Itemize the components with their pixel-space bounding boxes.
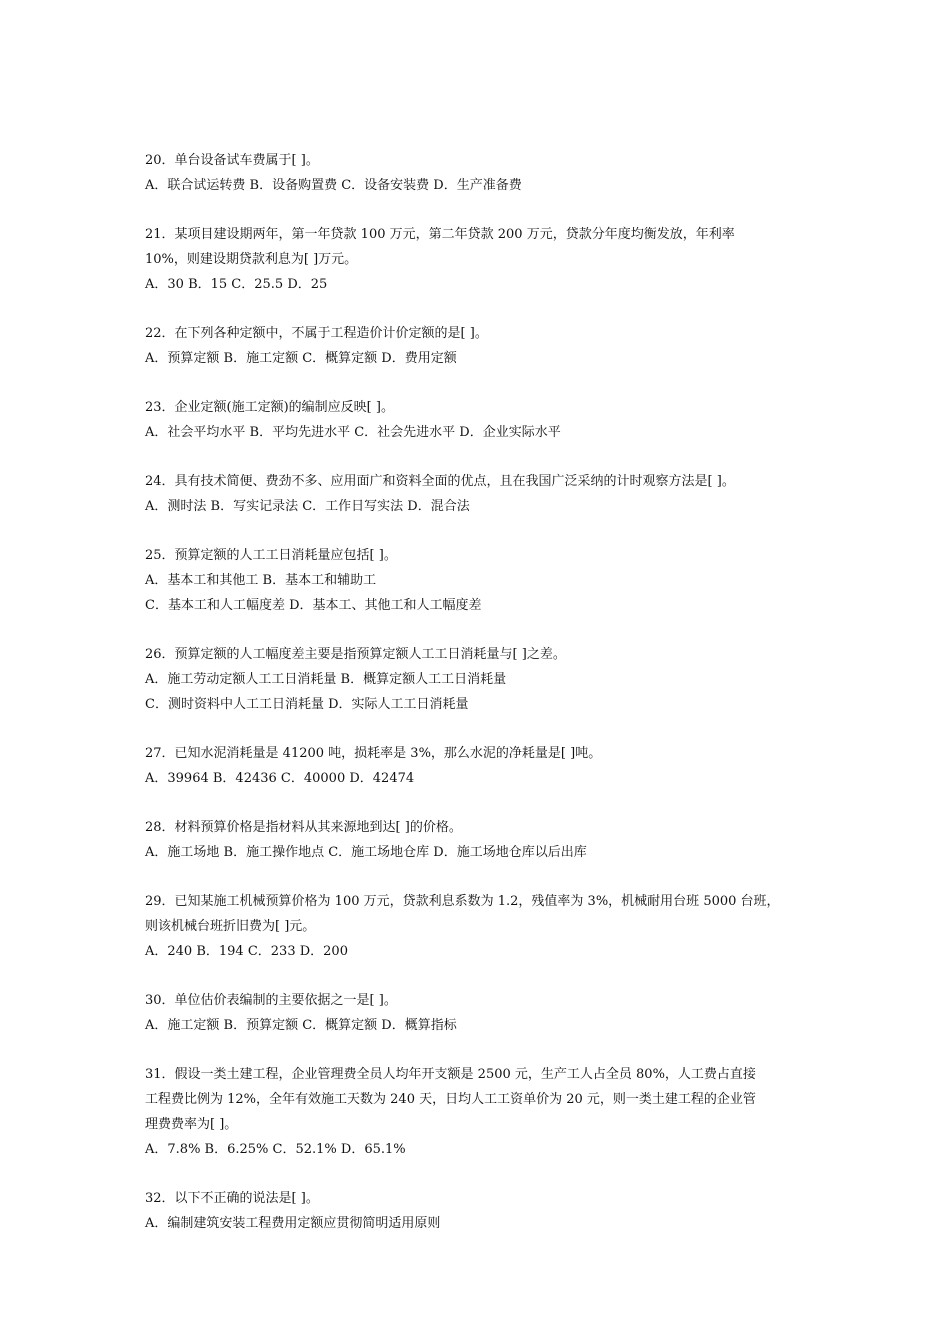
- question-32: [145, 1186, 815, 1236]
- question-stem: 21．某项目建设期两年，第一年贷款 100 万元，第二年贷款 200 万元，贷款分年度均衡发放，年利率: [145, 227, 735, 242]
- question-26: [145, 642, 815, 717]
- question-stem: 25．预算定额的人工工日消耗量应包括[ ]。: [145, 548, 397, 563]
- question-20: [145, 148, 815, 198]
- question-31: [145, 1062, 815, 1162]
- question-options: C．测时资料中人工工日消耗量 D．实际人工工日消耗量: [145, 697, 469, 712]
- question-stem: 29．已知某施工机械预算价格为 100 万元，贷款利息系数为 1.2，残值率为 3%，机械耐用台班 5000 台班，: [145, 894, 780, 909]
- question-stem: 23．企业定额(施工定额)的编制应反映[ ]。: [145, 400, 394, 415]
- question-stem: 工程费比例为 12%，全年有效施工天数为 240 天，日均人工工资单价为 20 元，则一类土建工程的企业管: [145, 1092, 756, 1107]
- question-27: [145, 741, 815, 791]
- question-stem: 28．材料预算价格是指材料从其来源地到达[ ]的价格。: [145, 820, 462, 835]
- question-28: [145, 815, 815, 865]
- question-stem: 24．具有技术简便、费劲不多、应用面广和资料全面的优点，且在我国广泛采纳的计时观察方法是[ ]。: [145, 474, 735, 489]
- question-options: A．施工劳动定额人工工日消耗量 B．概算定额人工工日消耗量: [145, 672, 507, 687]
- question-25: [145, 543, 815, 618]
- question-stem: 22．在下列各种定额中，不属于工程造价计价定额的是[ ]。: [145, 326, 488, 341]
- question-list: [145, 148, 815, 1260]
- question-stem: 10%，则建设期贷款利息为[ ]万元。: [145, 252, 358, 267]
- question-29: [145, 889, 815, 964]
- question-23: [145, 395, 815, 445]
- question-30: [145, 988, 815, 1038]
- question-options: A．预算定额 B．施工定额 C．概算定额 D．费用定额: [145, 351, 457, 366]
- question-options: A．测时法 B．写实记录法 C．工作日写实法 D．混合法: [145, 499, 470, 514]
- question-21: [145, 222, 815, 297]
- question-stem: 32．以下不正确的说法是[ ]。: [145, 1191, 319, 1206]
- question-options: A．社会平均水平 B．平均先进水平 C．社会先进水平 D．企业实际水平: [145, 425, 561, 440]
- question-options: A．编制建筑安装工程费用定额应贯彻简明适用原则: [145, 1216, 441, 1231]
- question-stem: 则该机械台班折旧费为[ ]元。: [145, 919, 316, 934]
- question-options: A．39964 B．42436 C．40000 D．42474: [145, 771, 415, 786]
- question-stem: 20．单台设备试车费属于[ ]。: [145, 153, 319, 168]
- question-stem: 27．已知水泥消耗量是 41200 吨，损耗率是 3%，那么水泥的净耗量是[ ]吨。: [145, 746, 602, 761]
- question-24: [145, 469, 815, 519]
- question-options: A．基本工和其他工 B．基本工和辅助工: [145, 573, 377, 588]
- question-options: A．施工场地 B．施工操作地点 C．施工场地仓库 D．施工场地仓库以后出库: [145, 845, 587, 860]
- question-stem: 理费费率为[ ]。: [145, 1117, 238, 1132]
- question-stem: 30．单位估价表编制的主要依据之一是[ ]。: [145, 993, 397, 1008]
- question-options: A．7.8% B．6.25% C．52.1% D．65.1%: [145, 1142, 406, 1157]
- question-options: A．240 B．194 C．233 D．200: [145, 944, 348, 959]
- question-stem: 26．预算定额的人工幅度差主要是指预算定额人工工日消耗量与[ ]之差。: [145, 647, 566, 662]
- question-options: A．联合试运转费 B．设备购置费 C．设备安装费 D．生产准备费: [145, 178, 522, 193]
- question-22: [145, 321, 815, 371]
- question-options: A．施工定额 B．预算定额 C．概算定额 D．概算指标: [145, 1018, 457, 1033]
- question-stem: 31．假设一类土建工程，企业管理费全员人均年开支额是 2500 元，生产工人占全员 80%，人工费占直接: [145, 1067, 756, 1082]
- question-options: A．30 B．15 C．25.5 D．25: [145, 277, 328, 292]
- question-options: C．基本工和人工幅度差 D．基本工、其他工和人工幅度差: [145, 598, 482, 613]
